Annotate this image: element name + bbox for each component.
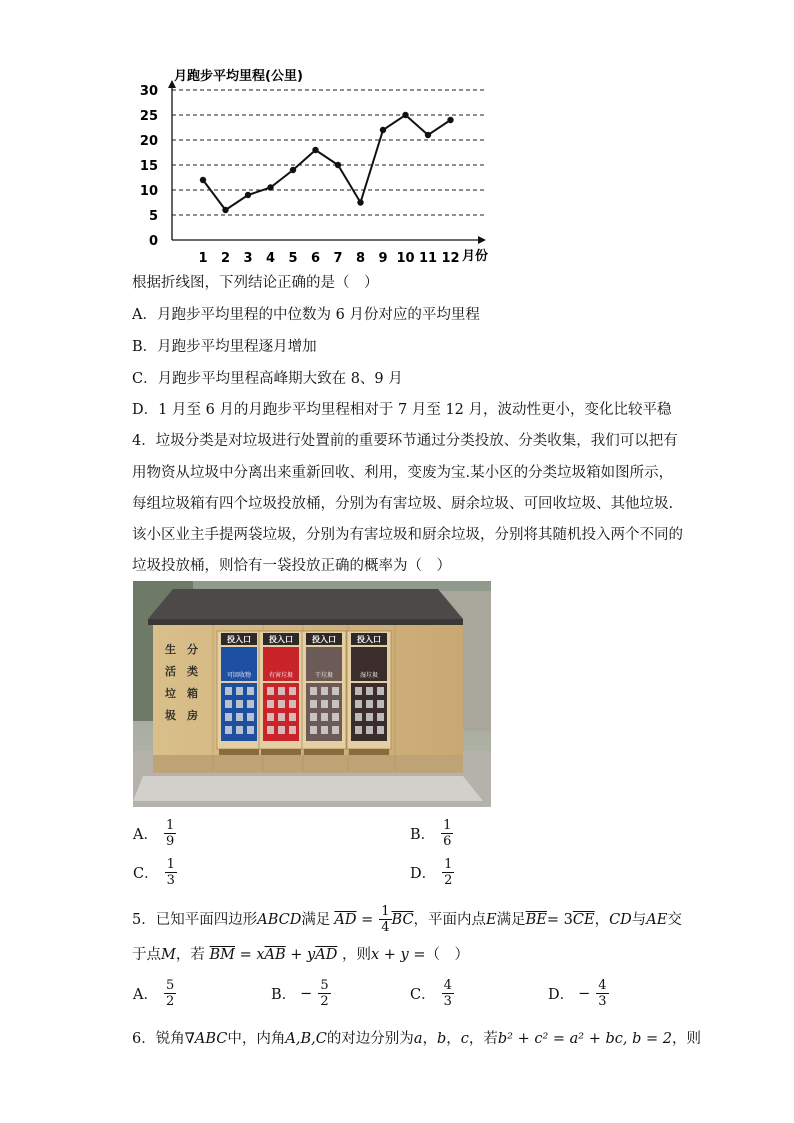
bin-pictogram [225,713,232,721]
bin-pictogram [278,687,285,695]
bin-pictogram [278,726,285,734]
data-point [222,207,228,213]
bin-pictogram [321,700,328,708]
data-point [312,147,318,153]
sign-char: 箱 [187,687,198,700]
bin-pictogram [332,726,339,734]
x-tick-label: 5 [288,251,298,266]
q5-line-1: 5．已知平面四边形 ABCD 满足 $\overline{AD}$ = $\frac{1}{4}$ $\overline{BC}$ ，平面内点 E 满足 $\overline{BE}$ = 3 $\overline{CE}$ ， CD 与 AE 交 [132,904,682,935]
bin-pictogram [236,726,243,734]
chart-title: 月跑步平均里程(公里) [174,69,303,84]
q4-text-line-1: 4．垃圾分类是对垃圾进行处置前的重要环节通过分类投放、分类收集，我们可以把有 [132,433,678,449]
bin-pictogram [377,713,384,721]
q3-option-b[interactable]: B．月跑步平均里程逐月增加 [132,339,317,355]
y-tick-label: 30 [139,84,158,99]
bin-pictogram [278,713,285,721]
bin-pictogram [267,700,274,708]
bin-label: 投入口 [269,635,293,644]
bin-pictogram [355,700,362,708]
x-tick-label: 6 [310,251,321,266]
x-tick-label: 2 [220,251,231,266]
bin-type-label: 干垃圾 [314,672,334,679]
sign-char: 活 [165,665,176,678]
bin-pictogram [321,713,328,721]
sign-char: 垃 [165,687,176,700]
x-tick-label: 8 [355,251,366,266]
q4-option-b[interactable]: B． $\frac{1}{6}$ [410,818,452,849]
bin-pictogram [289,713,296,721]
bin-step [349,749,389,755]
bin-pictogram [289,726,296,734]
bin-step [219,749,259,755]
bin-pictogram [236,713,243,721]
y-tick-label: 0 [148,234,158,249]
bin-pictogram [332,700,339,708]
bin-label: 投入口 [312,635,336,644]
bin-pictogram [310,687,317,695]
bin-pictogram [247,687,254,695]
garbage-kiosk-photo [133,581,491,807]
sign-char: 分 [187,643,198,656]
bin-step [304,749,344,755]
data-point [402,112,408,118]
q3-option-c[interactable]: C．月跑步平均里程高峰期大致在 8、9 月 [132,371,403,387]
bin-pictogram [310,713,317,721]
bin-pictogram [366,687,373,695]
q5-option-c[interactable]: C． $\frac{4}{3}$ [410,978,452,1009]
sign-char: 生 [165,643,176,656]
bin-pictogram [247,713,254,721]
bin-pictogram [366,713,373,721]
bin-type-label: 湿垃圾 [359,672,379,679]
bin-pictogram [247,700,254,708]
bin-pictogram [278,700,285,708]
q4-option-d[interactable]: D． $\frac{1}{2}$ [410,857,453,888]
bin-pictogram [247,726,254,734]
x-tick-label: 4 [265,251,276,266]
bin-pictogram [377,687,384,695]
y-tick-label: 15 [139,159,158,174]
bin-pictogram [310,700,317,708]
q5-option-b[interactable]: B． − $\frac{5}{2}$ [271,978,329,1009]
bin-pictogram [236,700,243,708]
q5-option-a[interactable]: A． $\frac{5}{2}$ [133,978,175,1009]
y-tick-label: 10 [139,184,158,199]
q4-option-c[interactable]: C． $\frac{1}{3}$ [133,857,175,888]
y-tick-label: 20 [139,134,158,149]
q4-option-a[interactable]: A． $\frac{1}{9}$ [133,818,175,849]
fraction: $\frac{1}{3}$ [166,857,175,888]
sign-char: 圾 [165,709,176,722]
bin-step [261,749,301,755]
bin-type-label: 可回收物 [226,672,252,679]
bin-pictogram [355,687,362,695]
bin-pictogram [366,700,373,708]
data-point [447,117,453,123]
data-point [425,132,431,138]
bin-pictogram [377,700,384,708]
q6-line-1: 6．锐角∇ABC中，内角A,B,C的对边分别为a，b，c，若b² + c² = a² + bc, b = 2，则 [132,1031,701,1047]
data-point [200,177,206,183]
bin-pictogram [310,726,317,734]
x-tick-label: 7 [333,251,343,266]
q4-text-line-5: 垃圾投放桶，则恰有一袋投放正确的概率为（ ） [132,558,451,574]
y-tick-label: 25 [139,109,158,124]
fraction: $\frac{1}{4}$ [381,904,390,935]
x-axis-arrow [478,236,486,244]
q5-line-2: 于点M，若 $\overline{BM} = x\overline{AB} + y\overline{AD}$ ，则x + y =（ ） [132,947,469,963]
fraction: $\frac{5}{2}$ [165,978,175,1009]
bin-pictogram [321,687,328,695]
bin-pictogram [289,687,296,695]
fraction: $\frac{5}{2}$ [320,978,329,1009]
bin-pictogram [377,726,384,734]
data-point [380,127,386,133]
data-point [245,192,251,198]
fraction: $\frac{4}{3}$ [443,978,452,1009]
x-tick-label: 1 [198,251,208,266]
bin-pictogram [321,726,328,734]
fraction: $\frac{1}{9}$ [165,818,175,849]
fraction: $\frac{1}{6}$ [443,818,452,849]
bin-pictogram [267,713,274,721]
bin-pictogram [332,713,339,721]
x-tick-label: 3 [243,251,253,266]
bin-pictogram [355,713,362,721]
y-tick-label: 5 [148,209,158,224]
q3-option-a[interactable]: A．月跑步平均里程的中位数为 6 月份对应的平均里程 [132,307,480,323]
fraction: $\frac{1}{2}$ [444,857,453,888]
data-point [267,184,273,190]
bin-label: 投入口 [357,635,381,644]
bin-label: 投入口 [227,635,251,644]
q4-text-line-3: 每组垃圾箱有四个垃圾投放桶，分别为有害垃圾、厨余垃圾、可回收垃圾、其他垃圾. [132,496,674,512]
bin-pictogram [225,687,232,695]
fraction: $\frac{4}{3}$ [598,978,607,1009]
q4-text-line-2: 用物资从垃圾中分离出来重新回收、利用，变废为宝.某小区的分类垃圾箱如图所示， [132,465,674,481]
x-tick-label: 9 [378,251,388,266]
line-chart [130,60,510,270]
data-point [290,167,296,173]
x-tick-label: 12 [441,251,460,266]
bin-pictogram [236,687,243,695]
q4-text-line-4: 该小区业主手提两袋垃圾，分别为有害垃圾和厨余垃圾，分别将其随机投入两个不同的 [132,527,683,543]
bin-pictogram [225,700,232,708]
x-axis-label: 月份 [462,249,489,264]
bin-type-label: 有害垃圾 [268,672,294,679]
bin-pictogram [267,687,274,695]
bin-pictogram [267,726,274,734]
data-point [335,162,341,168]
series-line [203,115,451,210]
x-tick-label: 10 [396,251,415,266]
bin-pictogram [225,726,232,734]
q3-stem: 根据折线图，下列结论正确的是（ ） [132,275,379,291]
bin-pictogram [289,700,296,708]
sign-char: 房 [187,709,198,722]
data-point [357,199,363,205]
q5-option-d[interactable]: D． − $\frac{4}{3}$ [548,978,607,1009]
sign-char: 类 [187,665,198,678]
x-tick-label: 11 [418,251,438,266]
q3-option-d[interactable]: D．1 月至 6 月的月跑步平均里程相对于 7 月至 12 月，波动性更小，变化比较平稳 [132,402,672,418]
bin-pictogram [366,726,373,734]
bin-pictogram [332,687,339,695]
bin-pictogram [355,726,362,734]
